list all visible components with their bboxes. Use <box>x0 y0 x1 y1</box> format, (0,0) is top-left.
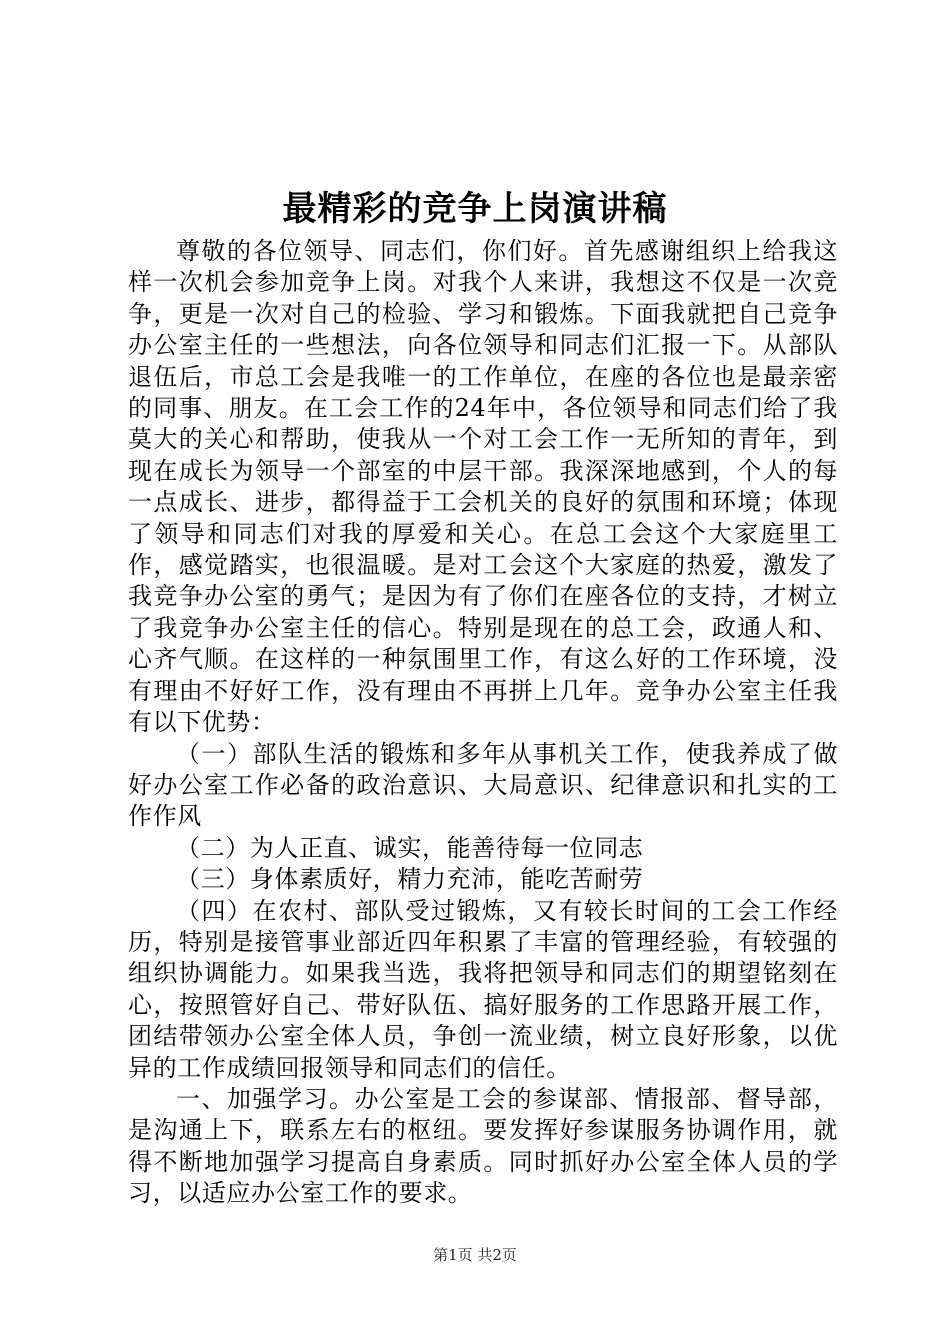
paragraph-intro: 尊敬的各位领导、同志们，你们好。首先感谢组织上给我这样一次机会参加竞争上岗。对我个人来讲，我想这不仅是一次竞争，更是一次对自己的检验、学习和锻炼。下面我就把自己竞争办公室主任的一些想法，向各位领导和同志们汇报一下。从部队退伍后，市总工会是我唯一的工作单位，在座的各位也是最亲密的同事、朋友。在工会工作的24年中，各位领导和同志们给了我莫大的关心和帮助，使我从一个对工会工作一无所知的青年，到现在成长为领导一个部室的中层干部。我深深地感到，个人的每一点成长、进步，都得益于工会机关的良好的氛围和环境；体现了领导和同志们对我的厚爱和关心。在总工会这个大家庭里工作，感觉踏实，也很温暖。是对工会这个大家庭的热爱，激发了我竞争办公室的勇气；是因为有了你们在座各位的支持，才树立了我竞争办公室主任的信心。特别是现在的总工会，政通人和、心齐气顺。在这样的一种氛围里工作，有这么好的工作环境，没有理由不好好工作，没有理由不再拼上几年。竞争办公室主任我有以下优势： <box>128 237 838 737</box>
paragraph-section-1: 一、加强学习。办公室是工会的参谋部、情报部、督导部，是沟通上下，联系左右的枢纽。要发挥好参谋服务协调作用，就得不断地加强学习提高自身素质。同时抓好办公室全体人员的学习，以适应办公室工作的要求。 <box>128 1084 838 1208</box>
paragraph-advantage-4: （四）在农村、部队受过锻炼，又有较长时间的工会工作经历，特别是接管事业部近四年积累了丰富的管理经验，有较强的组织协调能力。如果我当选，我将把领导和同志们的期望铭刻在心，按照管好自己、带好队伍、搞好服务的工作思路开展工作，团结带领办公室全体人员，争创一流业绩，树立良好形象，以优异的工作成绩回报领导和同志们的信任。 <box>128 896 838 1082</box>
paragraph-advantage-1: （一）部队生活的锻炼和多年从事机关工作，使我养成了做好办公室工作必备的政治意识、大局意识、纪律意识和扎实的工作作风 <box>128 739 838 831</box>
document-body <box>128 236 838 1210</box>
page-footer: 第1页 共2页 <box>433 1246 517 1264</box>
paragraph-advantage-2: （二）为人正直、诚实，能善待每一位同志 <box>176 833 644 862</box>
paragraph-advantage-3: （三）身体素质好，精力充沛，能吃苦耐劳 <box>176 865 644 894</box>
document-title: 最精彩的竞争上岗演讲稿 <box>282 189 668 229</box>
